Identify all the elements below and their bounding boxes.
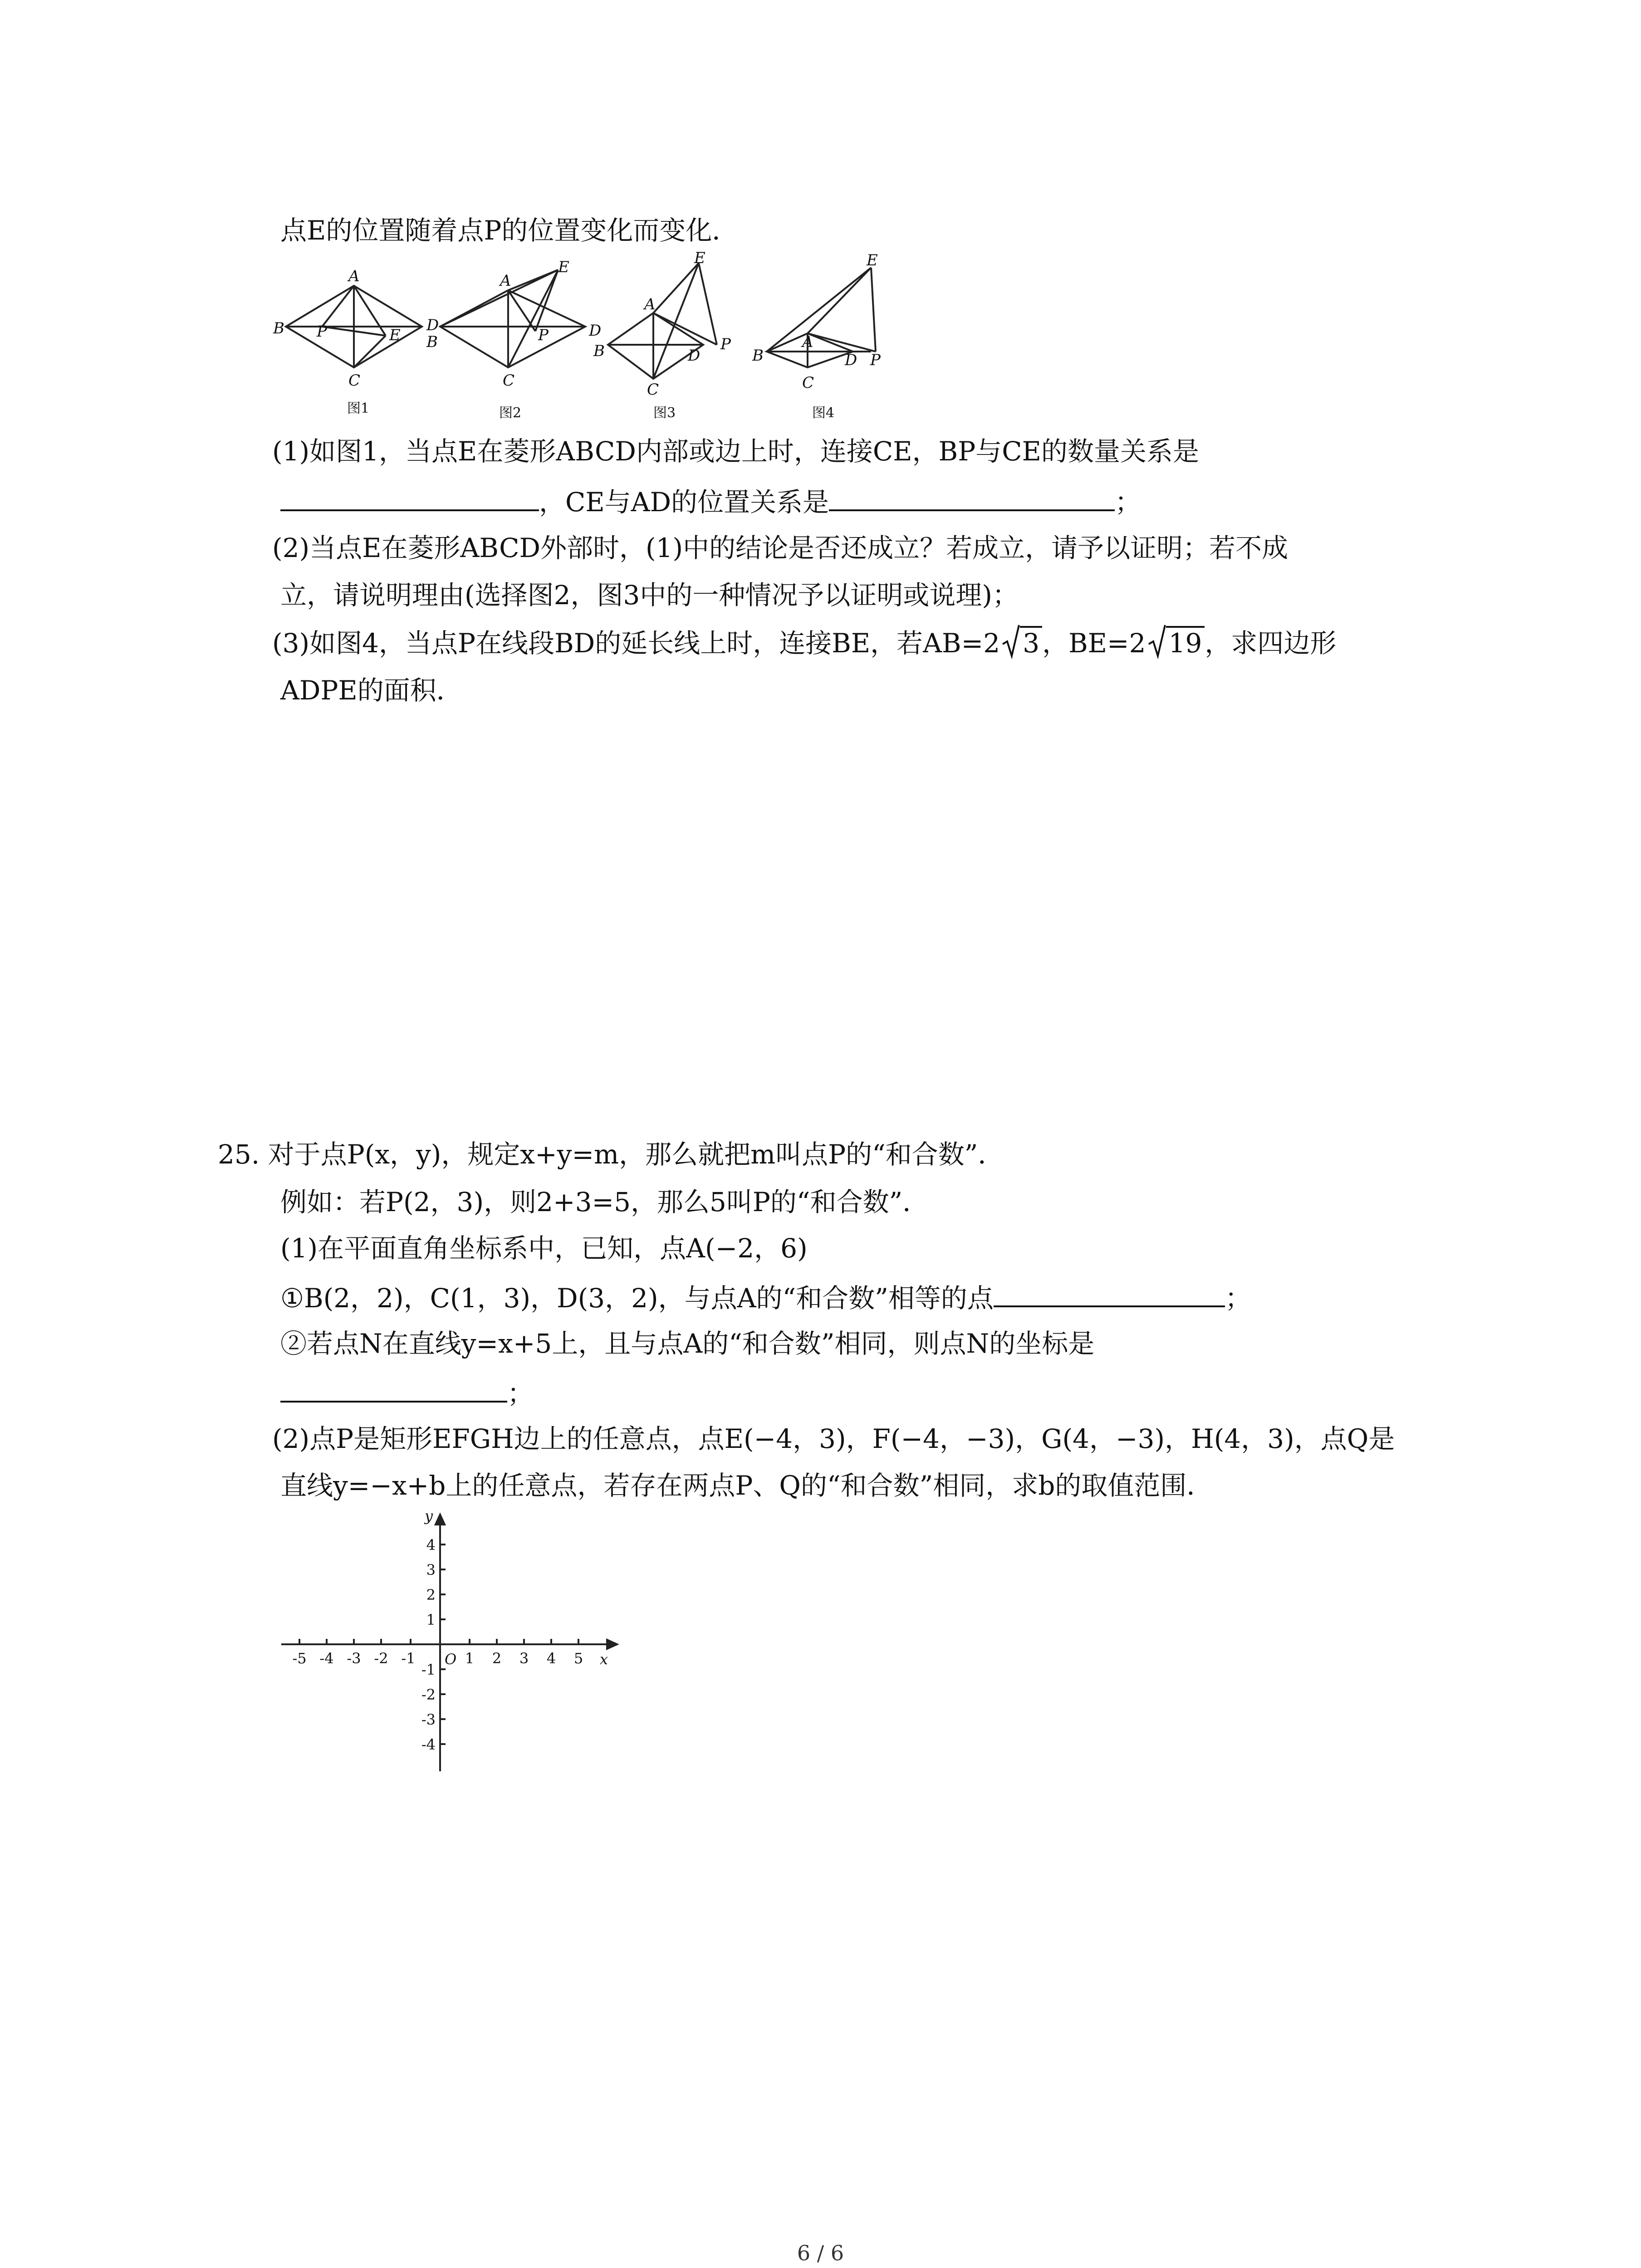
svg-text:D: D	[688, 347, 700, 365]
page-number: 6 / 6	[797, 2241, 844, 2265]
q24-part3-line2: ADPE的面积．	[280, 675, 463, 706]
svg-text:-2: -2	[374, 1650, 388, 1667]
q25-example: 例如：若P(2，3)，则2+3=5，那么5叫P的“和合数”．	[280, 1187, 929, 1217]
answer-blank-3[interactable]	[994, 1278, 1225, 1307]
q25-statement: 25. 对于点P(x，y)，规定x+y=m，那么就把m叫点P的“和合数”．	[218, 1139, 1004, 1170]
svg-text:P: P	[538, 326, 549, 344]
svg-text:1: 1	[465, 1650, 475, 1667]
figure-3	[608, 263, 717, 379]
svg-text:P: P	[870, 351, 881, 369]
svg-text:4: 4	[546, 1650, 556, 1667]
q25-part2-line2: 直线y=−x+b上的任意点，若存在两点P、Q的“和合数”相同，求b的取值范围．	[280, 1470, 1213, 1501]
answer-blank-4[interactable]	[280, 1374, 507, 1403]
svg-text:图2: 图2	[499, 405, 522, 421]
svg-text:3: 3	[519, 1650, 529, 1667]
svg-text:图1: 图1	[347, 401, 370, 416]
figure-4	[767, 268, 876, 367]
svg-text:1: 1	[426, 1611, 436, 1628]
q25-part1: (1)在平面直角坐标系中，已知，点A(−2，6)	[280, 1233, 808, 1264]
svg-text:B: B	[593, 342, 605, 360]
figure-2	[440, 270, 585, 367]
q25-part1-q2-answer: ；	[280, 1374, 534, 1412]
svg-text:2: 2	[426, 1586, 436, 1603]
svg-text:y: y	[425, 1507, 433, 1525]
sqrt-3: 3	[1002, 625, 1042, 661]
q24-part3-line1: (3)如图4，当点P在线段BD的延长线上时，连接BE，若AB=2 3 ，BE=2 19 ，求四边形	[272, 625, 1336, 661]
svg-text:3: 3	[426, 1561, 436, 1579]
svg-text:C: C	[503, 371, 515, 390]
svg-text:C: C	[647, 381, 659, 399]
svg-text:P: P	[317, 323, 327, 341]
q24-part1-line2: ，CE与AD的位置关系是 ；	[280, 482, 1141, 520]
svg-text:D: D	[426, 316, 439, 334]
q24-part2-line1: (2)当点E在菱形ABCD外部时，(1)中的结论是否还成立？若成立，请予以证明；若不成	[272, 533, 1288, 563]
svg-text:-3: -3	[421, 1711, 436, 1728]
svg-text:A: A	[500, 272, 511, 290]
sqrt-19: 19	[1148, 625, 1205, 661]
answer-blank-2[interactable]	[829, 482, 1115, 511]
svg-text:E: E	[389, 326, 401, 344]
svg-text:x: x	[600, 1651, 608, 1668]
svg-text:E: E	[867, 251, 878, 269]
svg-text:2: 2	[492, 1650, 502, 1667]
answer-blank-1[interactable]	[280, 482, 539, 511]
svg-text:E: E	[694, 249, 705, 267]
q25-part1-q1: ①B(2，2)，C(1，3)，D(3，2)，与点A的“和合数”相等的点 ；	[280, 1278, 1251, 1316]
figure-1	[286, 286, 422, 367]
coordinate-axes	[272, 1508, 626, 1780]
svg-text:图3: 图3	[653, 405, 676, 421]
svg-text:-4: -4	[421, 1736, 436, 1753]
svg-text:-2: -2	[421, 1686, 436, 1703]
svg-text:B: B	[273, 319, 284, 337]
svg-text:4: 4	[426, 1536, 436, 1554]
geometry-figures	[272, 249, 930, 426]
svg-text:-3: -3	[347, 1650, 361, 1667]
q24-intro: 点E的位置随着点P的位置变化而变化．	[280, 215, 739, 246]
svg-text:A: A	[644, 295, 656, 313]
svg-text:P: P	[720, 335, 731, 353]
q25-part1-q2: ②若点N在直线y=x+5上，且与点A的“和合数”相同，则点N的坐标是	[280, 1328, 1095, 1359]
svg-text:C: C	[802, 374, 814, 392]
svg-text:-5: -5	[292, 1650, 307, 1667]
svg-text:-1: -1	[401, 1650, 416, 1667]
svg-text:E: E	[558, 258, 569, 276]
svg-text:A: A	[348, 267, 360, 285]
svg-text:A: A	[802, 333, 813, 351]
svg-text:D: D	[589, 322, 602, 340]
svg-text:-4: -4	[319, 1650, 334, 1667]
svg-text:-1: -1	[421, 1661, 436, 1678]
svg-text:图4: 图4	[812, 405, 835, 421]
svg-text:O: O	[445, 1651, 457, 1668]
q24-part2-line2: 立，请说明理由(选择图2，图3中的一种情况予以证明或说理)；	[280, 580, 1019, 611]
svg-text:D: D	[845, 351, 857, 369]
svg-text:C: C	[348, 371, 361, 390]
q24-part1-line1: (1)如图1，当点E在菱形ABCD内部或边上时，连接CE，BP与CE的数量关系是	[272, 436, 1199, 467]
svg-text:B: B	[752, 347, 764, 365]
svg-text:B: B	[426, 333, 438, 351]
q25-part2-line1: (2)点P是矩形EFGH边上的任意点，点E(−4，3)，F(−4，−3)，G(4，−3)，H(4，3)，点Q是	[272, 1423, 1395, 1454]
svg-text:5: 5	[573, 1650, 583, 1667]
